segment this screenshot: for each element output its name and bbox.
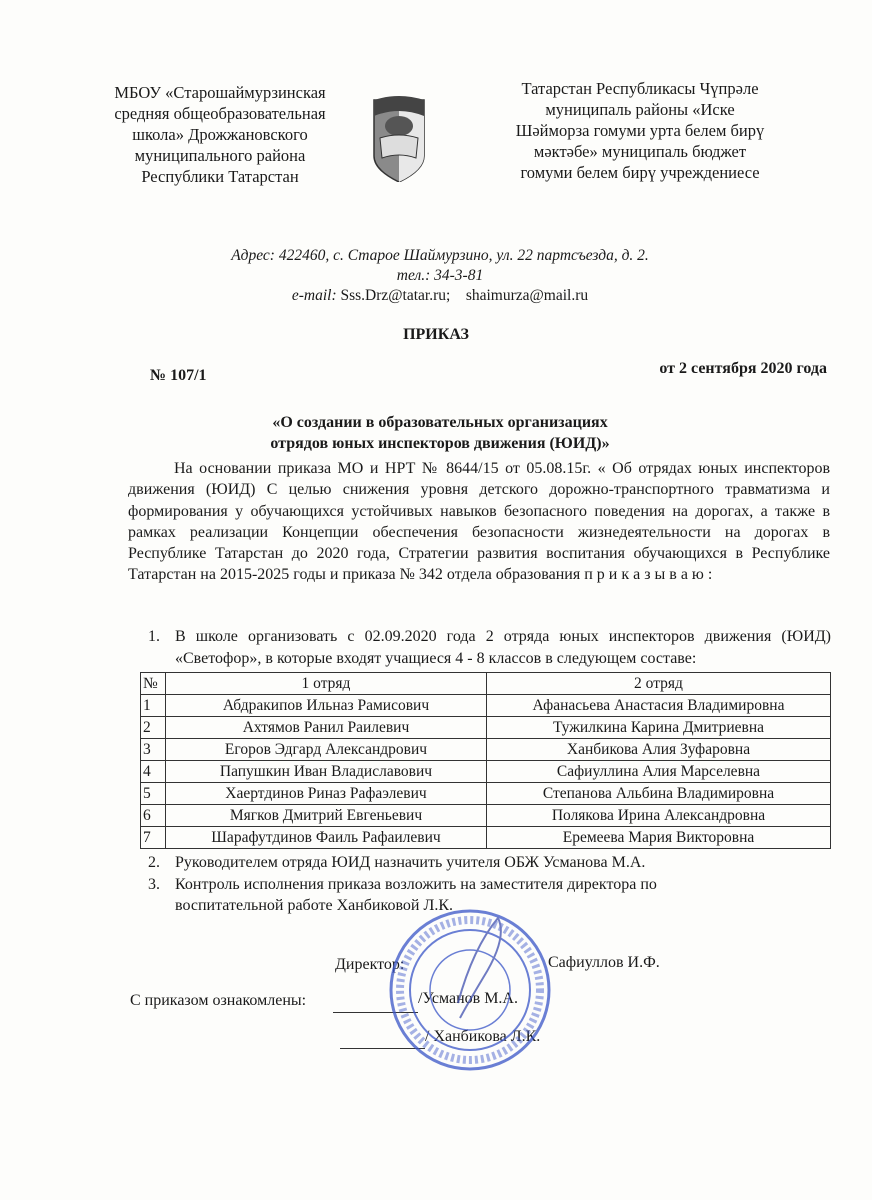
email-label: e-mail: <box>291 287 337 304</box>
acquainted-label: С приказом ознакомлены: <box>130 992 307 1009</box>
row-number: 5 <box>141 783 166 805</box>
row-number: 4 <box>141 761 166 783</box>
squad-2-member: Ханбикова Алия Зуфаровна <box>487 739 831 761</box>
item-text: Контроль исполнения приказа возложить на заместителя директора по воспитательной работе Ханбиковой Л.К. <box>175 875 657 914</box>
squad-2-member: Тужилкина Карина Дмитриевна <box>487 717 831 739</box>
order-subject <box>150 412 730 454</box>
item-number: 2. <box>148 854 160 871</box>
order-item-2 <box>148 852 831 874</box>
subject-line: «О создании в образовательных организациях <box>272 414 608 431</box>
order-number: № 107/1 <box>150 367 207 384</box>
squad-2-member: Полякова Ирина Александровна <box>487 805 831 827</box>
row-number: 3 <box>141 739 166 761</box>
squad-1-member: Егоров Эдгард Александрович <box>166 739 487 761</box>
squad-2-member: Еремеева Мария Викторовна <box>487 827 831 849</box>
order-item-1 <box>148 626 831 669</box>
item-number: 3. <box>148 875 160 893</box>
col-header-squad-2: 2 отряд <box>487 673 831 695</box>
squad-2-member: Сафиуллина Алия Марселевна <box>487 761 831 783</box>
col-header-number: № <box>141 673 166 695</box>
header-line: Татарстан Республикасы Чүпрәле <box>521 79 759 98</box>
squad-1-member: Хаертдинов Риназ Рафаэлевич <box>166 783 487 805</box>
squad-1-member: Шарафутдинов Фаиль Рафаилевич <box>166 827 487 849</box>
table-row <box>141 695 831 717</box>
email-1: Sss.Drz@tatar.ru; <box>340 287 451 304</box>
row-number: 2 <box>141 717 166 739</box>
item-text: Руководителем отряда ЮИД назначить учителя ОБЖ Усманова М.А. <box>175 854 646 871</box>
coat-of-arms-emblem <box>372 96 426 182</box>
table-header-row <box>141 673 831 695</box>
squad-2-member: Степанова Альбина Владимировна <box>487 783 831 805</box>
email-2: shaimurza@mail.ru <box>465 287 589 304</box>
table-row <box>141 717 831 739</box>
phone: тел.: 34-3-81 <box>396 267 484 284</box>
squad-1-member: Ахтямов Ранил Раилевич <box>166 717 487 739</box>
acquainted-1: /Усманов М.А. <box>418 990 518 1007</box>
header-line: муниципаль районы «Иске <box>545 100 735 119</box>
table-row <box>141 761 831 783</box>
row-number: 6 <box>141 805 166 827</box>
header-line: мәктәбе» муниципаль бюджет <box>533 142 747 161</box>
address: Адрес: 422460, с. Старое Шаймурзино, ул. 22 партсъезда, д. 2. <box>231 247 649 264</box>
header-line: МБОУ «Старошаймурзинская <box>114 83 326 102</box>
row-number: 7 <box>141 827 166 849</box>
header-line: Шәйморза гомуми урта белем бирү <box>515 121 765 140</box>
header-line: средняя общеобразовательная <box>114 104 326 123</box>
acquainted-2: / Ханбикова Л.К. <box>425 1028 541 1045</box>
item-text: В школе организовать с 02.09.2020 года 2 отряда юных инспекторов движения (ЮИД) «Светофор», в которые входят учащиеся 4 - 8 классов в следующем составе: <box>175 628 831 667</box>
squad-table <box>140 672 831 849</box>
director-name: Сафиуллов И.Ф. <box>548 954 660 971</box>
subject-line: отрядов юных инспекторов движения (ЮИД)» <box>270 435 610 452</box>
table-row <box>141 827 831 849</box>
official-stamp <box>388 908 553 1073</box>
item-number: 1. <box>148 628 160 645</box>
squad-1-member: Папушкин Иван Владиславович <box>166 761 487 783</box>
row-number: 1 <box>141 695 166 717</box>
squad-2-member: Афанасьева Анастасия Владимировна <box>487 695 831 717</box>
order-date: от 2 сентября 2020 года <box>659 360 827 377</box>
col-header-squad-1: 1 отряд <box>166 673 487 695</box>
order-items <box>140 626 831 917</box>
header-line: школа» Дрожжановского <box>132 125 308 144</box>
email-line <box>150 286 730 306</box>
table-row <box>141 783 831 805</box>
school-name-russian <box>100 82 340 187</box>
preamble: На основании приказа МО и НРТ № 8644/15 от 05.08.15г. « Об отрядах юных инспекторов движения (ЮИД) С целью снижения уровня детского дорожно-транспортного травматизма и формирования у обучающихся устойчивых навыков безопасного поведения на дорогах, а также в рамках реализации Концепции обеспечения безопасности жизнедеятельности на дорогах в Республике Татарстан до 2020 года, Стратегии развития воспитания обучающихся в Республике Татарстан на 2015-2025 годы и приказа № 342 отдела образования п р и к а з ы в а ю : <box>128 460 830 584</box>
header-line: Республики Татарстан <box>141 167 299 186</box>
table-row <box>141 739 831 761</box>
squad-1-member: Мягков Дмитрий Евгеньевич <box>166 805 487 827</box>
director-label: Директор: <box>335 956 405 973</box>
squad-1-member: Абдракипов Ильназ Рамисович <box>166 695 487 717</box>
table-row <box>141 805 831 827</box>
document-title: ПРИКАЗ <box>403 326 469 343</box>
school-name-tatar <box>500 78 780 183</box>
header-line: муниципального района <box>134 146 306 165</box>
header-line: гомуми белем бирү учреждениесе <box>520 163 760 182</box>
